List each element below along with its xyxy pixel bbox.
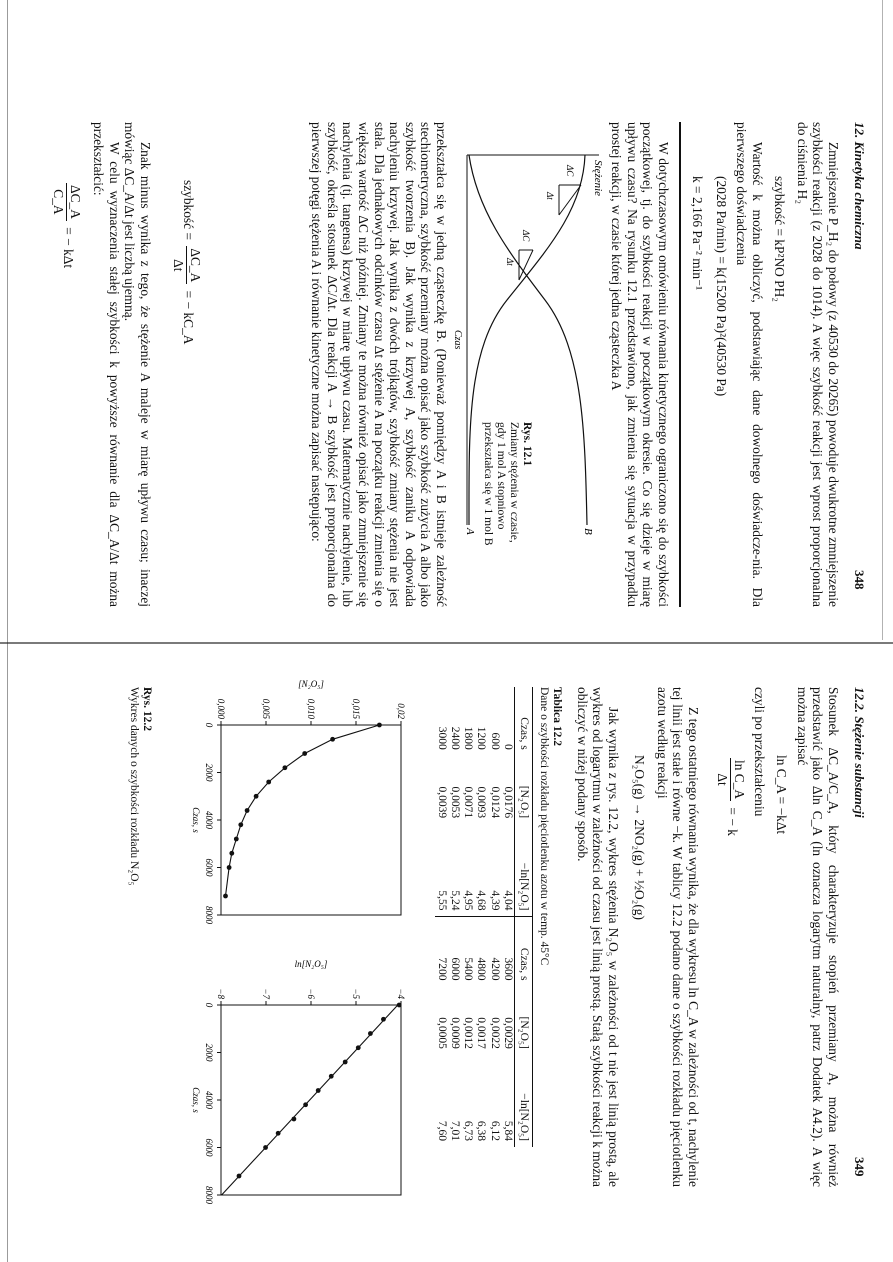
fig1-label-b: B <box>582 528 594 535</box>
data-point <box>368 1031 373 1036</box>
table-header-cell: Czas, s <box>514 687 532 756</box>
left-para-4: przekształca się w jedną cząsteczkę B. (Ponieważ pomiędzy A i B istnieje zależność stechiometryczna, szybkość przemiany można opisać jako szybkość zużycia A albo jako szybkość tworzenia B). Jak wynika z krzywej A, szybkość zaniku A odpowiada nachyleniu krzywej. Jak wynika z dwóch trójkątów, szybkość zmiany stężenia nie jest stała. Dla jednakowych odcinków czasu Δt stężenie A na początku reakcji zmienia się o większą wartość ΔC niż później. Zmiany te można również opisać jako zmniejszenie się nachylenia (tj. tangensa) krzywej w miarę upływu czasu. Matematycznie nachylenie, lub szybkość, określa stosunek ΔC/Δt. Dla reakcji A → B szybkość jest proporcjonalna do pierwszej potęgi stężenia A i równanie kinetyczne można zapisać następująco: <box>309 122 449 607</box>
left-eq-1: szybkość = kP²NO PH₂ <box>772 176 787 302</box>
fig1-caption: Rys. 12.1 Zmiany stężenia w czasie, gdy 1 mol A stopniowo przekształca się w 1 mol B <box>482 422 533 546</box>
right-header-title: 12.2. Stężenie substancji <box>852 687 867 818</box>
left-eq-5: ΔC_A C_A = − kΔt <box>51 185 83 269</box>
table-cell: 0,0005 <box>435 1017 448 1049</box>
table-cell: 7,01 <box>448 1120 461 1141</box>
table-cell: 6,12 <box>488 1120 501 1141</box>
table-cell: 0,0029 <box>501 1017 514 1049</box>
table-12-2 <box>435 687 533 1147</box>
right-page <box>0 655 893 1262</box>
table-header-cell: Czas, s <box>514 917 532 987</box>
x-tick-label: 6000 <box>204 1138 214 1157</box>
data-point <box>356 1045 361 1050</box>
table-cell: 0,0039 <box>435 786 448 819</box>
table-cell: 0,0022 <box>488 1017 501 1049</box>
table-cell: 0,0009 <box>448 1017 461 1049</box>
y-tick-label: 0,02 <box>396 703 406 719</box>
table-header-cell: −ln[N₂O₅] <box>514 1055 532 1147</box>
section-rule <box>679 122 681 607</box>
left-header-title: 12. Kinetyka chemiczna <box>852 122 867 250</box>
table-cell: 5,24 <box>448 824 461 917</box>
right-eq-3: N₂O₅(g) → 2NO₂(g) + ½O₂(g) <box>632 755 647 920</box>
fig1-dc-label-1: ΔC <box>565 165 575 177</box>
data-point <box>245 808 250 813</box>
right-para-3: Z tego ostatniego równania wynika, że dla wykresu ln C_A w zależności od t, nachylenie tej linii jest stałe i równe −k. W tablicy 12.2 podano dane o szybkości rozkładu pięciotlenku azotu według reakcji <box>654 687 701 1187</box>
fig1-ylabel: Stężenie <box>592 160 604 197</box>
x-tick-label: 4000 <box>204 1091 214 1109</box>
table-cell: 4,95 <box>461 824 474 917</box>
table-cell: 0,0053 <box>448 786 461 819</box>
left-eq-3: k = 2,166 Pa⁻² min⁻¹ <box>690 176 705 291</box>
table-cell: 4,04 <box>501 824 515 917</box>
table-cell: 600 <box>488 732 501 750</box>
fig1-dt-label-1: Δt <box>545 192 555 200</box>
left-para-3: W dotychczasowym omówieniu równania kinetycznego ograniczono się do szybkości początkowej, tj. do szybkości reakcji w początkowym okresie. Co się dzieje w miarę upływu czasu? Na rysunku 12.1 przedstawiono, jak zmienia się sytuacja w przypadku prostej reakcji, w czasie której jedna cząsteczka A <box>609 122 671 607</box>
data-point <box>229 851 234 856</box>
table-cell: 3600 <box>501 957 514 981</box>
left-eq-2: (2028 Pa/min) = k(15200 Pa)²(40530 Pa) <box>714 176 729 397</box>
left-para-1: Zmniejszenie P_H₂ do połowy (z 40530 do 20265) powoduje dwukrotne zmniejszenie szybkości reakcji (z 2028 do 1014). A więc szybkość reakcji jest wprost proporcjonalna do ciśnienia H₂ <box>794 122 841 607</box>
table-12-2-caption: Tablica 12.2 Dane o szybkości rozkładu pięciotlenku azotu w temp. 45°C <box>538 687 563 966</box>
table-cell: 5,55 <box>435 824 448 917</box>
y-tick-label: −7 <box>261 988 271 999</box>
table-cell: 4,68 <box>474 824 487 917</box>
left-page-number: 348 <box>852 570 867 590</box>
table-header-cell: [N₂O₅] <box>514 756 532 824</box>
table-cell: 7200 <box>435 957 448 981</box>
x-tick-label: 0 <box>204 1002 214 1008</box>
table-cell: 6,38 <box>475 1120 488 1141</box>
right-page-number: 349 <box>852 1157 867 1177</box>
data-point <box>276 1131 281 1136</box>
data-point <box>343 1060 348 1065</box>
chart-concentration <box>173 675 423 945</box>
chart-log-concentration <box>173 955 423 1225</box>
data-point <box>303 1102 308 1107</box>
data-point <box>397 1003 402 1008</box>
x-axis-label: Czas, s <box>191 1087 201 1113</box>
plot-frame <box>221 725 401 915</box>
table-cell: 4800 <box>475 957 488 981</box>
y-axis-label: ln[N₂O₅] <box>294 959 328 969</box>
y-axis-label: [N₂O₅] <box>298 679 324 689</box>
y-tick-label: −5 <box>351 988 361 999</box>
data-point <box>254 794 259 799</box>
data-point <box>329 1074 334 1079</box>
x-tick-label: 4000 <box>204 811 214 829</box>
table-cell: 0,0071 <box>462 786 475 819</box>
table-row <box>487 687 500 1147</box>
fig2-caption: Rys. 12.2 Wykres danych o szybkości rozkładu N₂O₅ <box>128 687 153 886</box>
data-point <box>377 723 382 728</box>
y-tick-label: −8 <box>216 988 226 999</box>
table-cell: 6000 <box>448 957 461 981</box>
x-tick-label: 2000 <box>204 763 214 782</box>
table-row <box>501 687 515 1147</box>
data-point <box>283 765 288 770</box>
table-row <box>448 687 461 1147</box>
fig1-dt-label-2: Δt <box>505 258 515 266</box>
y-tick-label: 0,005 <box>261 698 271 719</box>
right-para-1: Stosunek ΔC_A/C_A, który charakteryzuje stopień przemiany A, można również przedstawić jako Δln C_A (ln oznacza logarytm naturalny, patrz Dodatek A4.2). A więc można zapisać <box>794 687 841 1187</box>
table-row <box>461 687 474 1147</box>
right-page-header <box>851 687 867 1187</box>
scan-edge-gutter <box>0 642 893 644</box>
table-cell: 0 <box>501 744 514 750</box>
right-eq-1: ln C_A = −kΔt <box>774 755 789 835</box>
x-tick-label: 8000 <box>204 906 214 924</box>
table-cell: 7,60 <box>435 1120 448 1141</box>
data-point <box>330 737 335 742</box>
data-point <box>381 1017 386 1022</box>
table-cell: 2400 <box>448 726 461 750</box>
left-page-header <box>851 122 867 602</box>
data-point <box>292 1117 297 1122</box>
right-eq-2: ln C_A Δt = − k <box>715 760 747 836</box>
x-tick-label: 6000 <box>204 858 214 877</box>
table-cell: 0,0017 <box>475 1017 488 1049</box>
left-para-5: Znak minus wynika z tego, że stężenie A maleje w miarę upływu czasu; inaczej mówiąc ΔC_A/Δt jest liczbą ujemną. W celu wyznaczenia stałej szybkości k powyższe równanie dla ΔC_A/Δt można przekształcić: <box>91 122 153 607</box>
data-point <box>237 1174 242 1179</box>
data-point <box>302 751 307 756</box>
table-header-cell: [N₂O₅] <box>514 987 532 1055</box>
data-point <box>223 894 228 899</box>
data-point <box>266 780 271 785</box>
data-point <box>227 865 232 870</box>
fig1-label-a: A <box>464 528 476 535</box>
left-eq-4: szybkość = ΔC_A Δt = − kC_A <box>171 180 203 345</box>
table-cell: 0,0124 <box>488 786 501 819</box>
table-cell: 4200 <box>488 957 501 981</box>
fig1-xlabel: Czas <box>452 330 463 350</box>
data-point <box>238 822 243 827</box>
table-header-cell: −ln[N₂O₅] <box>514 824 532 917</box>
data-point <box>316 1088 321 1093</box>
table-cell: 1200 <box>475 726 488 750</box>
data-point <box>234 837 239 842</box>
data-point <box>263 1145 268 1150</box>
fig1-dc-label-2: ΔC <box>521 230 531 242</box>
y-tick-label: 0,000 <box>216 698 226 719</box>
y-tick-label: 0,010 <box>306 698 316 719</box>
right-para-2: czyli po przekształceniu <box>752 687 767 817</box>
table-cell: 6,73 <box>462 1120 475 1141</box>
table-row <box>474 687 487 1147</box>
table-cell: 3000 <box>435 726 448 750</box>
table-cell: 5400 <box>462 957 475 981</box>
y-tick-label: −6 <box>306 988 316 999</box>
table-cell: 0,0012 <box>462 1017 475 1049</box>
x-tick-label: 0 <box>204 722 214 728</box>
table-cell: 0,0093 <box>475 786 488 819</box>
table-cell: 5,84 <box>501 1120 514 1141</box>
table-cell: 4,39 <box>487 824 500 917</box>
left-para-2: Wartość k można obliczyć, podstawiając dane dowolnego doświadcze-nia. Dla pierwszego doświadczenia <box>734 122 765 607</box>
table-cell: 1800 <box>462 726 475 750</box>
x-tick-label: 8000 <box>204 1186 214 1204</box>
x-axis-label: Czas, s <box>191 807 201 833</box>
table-cell: 0,0176 <box>501 786 514 819</box>
y-tick-label: −4 <box>396 988 406 999</box>
x-tick-label: 2000 <box>204 1043 214 1062</box>
right-para-4: Jak wynika z rys. 12.2, wykres stężenia N₂O₅ w zależności od t nie jest linią prostą, ale wykres od logarytmu w zależności od czasu jest linią prostą. Stałą szybkości reakcji k można obliczyć w niżej podany sposób. <box>574 687 621 1187</box>
table-row <box>435 687 448 1147</box>
y-tick-label: 0,015 <box>351 698 361 719</box>
